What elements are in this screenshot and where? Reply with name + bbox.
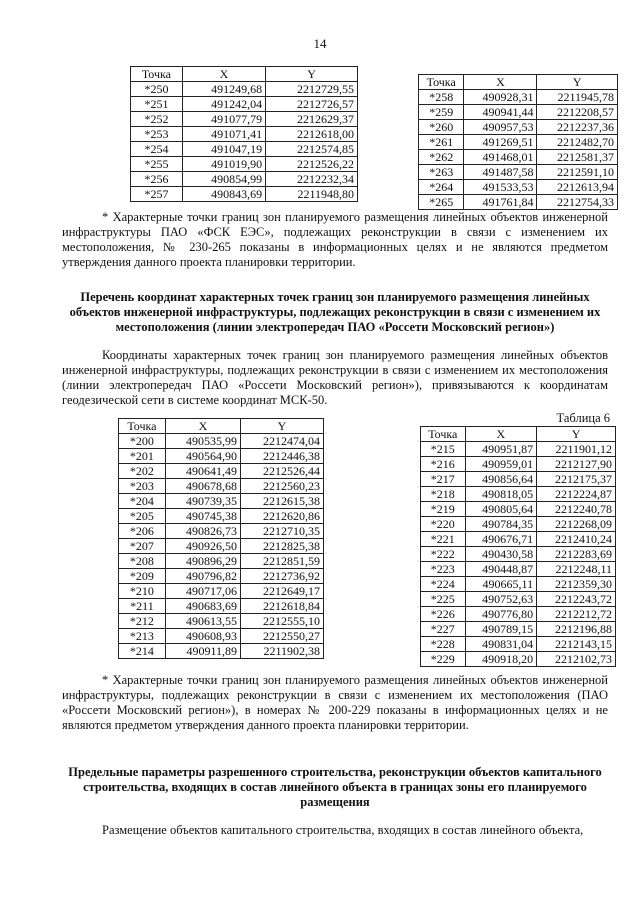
y-coordinate-cell: 2212649,17 [241,584,324,599]
x-coordinate-cell: 491533,53 [464,180,537,195]
point-id-cell: *264 [419,180,464,195]
x-coordinate-cell: 491249,68 [182,82,265,97]
y-coordinate-cell: 2212618,84 [241,599,324,614]
table-row [119,584,324,599]
x-coordinate-cell: 491077,79 [182,112,265,127]
column-header-point: Точка [131,67,183,82]
table-row [119,629,324,644]
point-id-cell: *214 [119,644,166,659]
column-header-point: Точка [419,75,464,90]
y-coordinate-cell: 2211902,38 [241,644,324,659]
x-coordinate-cell: 491487,58 [464,165,537,180]
y-coordinate-cell: 2212851,59 [241,554,324,569]
x-coordinate-cell: 490957,53 [464,120,537,135]
point-id-cell: *257 [131,187,183,202]
point-id-cell: *219 [421,502,466,517]
point-id-cell: *220 [421,517,466,532]
x-coordinate-cell: 490745,38 [165,509,240,524]
table-row [421,637,616,652]
point-id-cell: *229 [421,652,466,667]
point-id-cell: *252 [131,112,183,127]
y-coordinate-cell: 2212359,30 [537,577,616,592]
x-coordinate-cell: 490959,01 [465,457,537,472]
y-coordinate-cell: 2212102,73 [537,652,616,667]
y-coordinate-cell: 2212710,35 [241,524,324,539]
table-row [131,97,358,112]
point-id-cell: *228 [421,637,466,652]
x-coordinate-cell: 490918,20 [465,652,537,667]
section-heading-parameters: Предельные параметры разрешенного строительства, реконструкции объектов капитального строительства, входящих в состав линейного объекта в границах зоны его планируемого размещения [68,765,602,809]
table-row [421,517,616,532]
table-row [421,547,616,562]
column-header-x: X [165,419,240,434]
x-coordinate-cell: 490608,93 [165,629,240,644]
table-row [131,112,358,127]
point-id-cell: *253 [131,127,183,142]
table-row [131,142,358,157]
y-coordinate-cell: 2212620,86 [241,509,324,524]
x-coordinate-cell: 490784,35 [465,517,537,532]
table-row [119,644,324,659]
table-caption: Таблица 6 [556,411,610,425]
y-coordinate-cell: 2211945,78 [537,90,618,105]
y-coordinate-cell: 2211901,12 [537,442,616,457]
point-id-cell: *201 [119,449,166,464]
table-row [419,195,618,210]
point-id-cell: *213 [119,629,166,644]
x-coordinate-cell: 490926,50 [165,539,240,554]
table-row [419,90,618,105]
x-coordinate-cell: 491019,90 [182,157,265,172]
y-coordinate-cell: 2212591,10 [537,165,618,180]
x-coordinate-cell: 490641,49 [165,464,240,479]
y-coordinate-cell: 2212729,55 [266,82,358,97]
y-coordinate-cell: 2212243,72 [537,592,616,607]
point-id-cell: *223 [421,562,466,577]
table-row [119,614,324,629]
table-row [421,442,616,457]
point-id-cell: *256 [131,172,183,187]
point-id-cell: *212 [119,614,166,629]
table-header-row [421,427,616,442]
y-coordinate-cell: 2212175,37 [537,472,616,487]
table-header-row [419,75,618,90]
y-coordinate-cell: 2212208,57 [537,105,618,120]
y-coordinate-cell: 2212240,78 [537,502,616,517]
point-id-cell: *258 [419,90,464,105]
table-row [119,449,324,464]
table-row [421,652,616,667]
point-id-cell: *216 [421,457,466,472]
y-coordinate-cell: 2212581,37 [537,150,618,165]
table-row [119,479,324,494]
page-number: 14 [313,36,327,51]
footnote-rosseti: * Характерные точки границ зон планируемого размещения линейных объектов инженерной инфраструктуры, подлежащих реконструкции в связи с изменением их местоположения (ПАО «Россети Московский регион»), в номерах № 200-229 показаны в информационных целях и не являются предметом утверждения данного проекта планировки территории. [62,673,608,732]
table-row [119,554,324,569]
x-coordinate-cell: 490856,64 [465,472,537,487]
y-coordinate-cell: 2212410,24 [537,532,616,547]
column-header-y: Y [537,427,616,442]
x-coordinate-cell: 490911,89 [165,644,240,659]
point-id-cell: *205 [119,509,166,524]
table-row [419,165,618,180]
table-row [421,592,616,607]
table-row [131,187,358,202]
x-coordinate-cell: 490896,29 [165,554,240,569]
point-id-cell: *206 [119,524,166,539]
table-row [421,457,616,472]
table-header-row [131,67,358,82]
point-id-cell: *222 [421,547,466,562]
section-heading-coordinates: Перечень координат характерных точек границ зон планируемого размещения линейных объектов инженерной инфраструктуры, подлежащих реконструкции в связи с изменением их местоположения (линии электропередач ПАО «Россети Московский регион») [69,290,601,334]
x-coordinate-cell: 490535,99 [165,434,240,449]
y-coordinate-cell: 2211948,80 [266,187,358,202]
point-id-cell: *221 [421,532,466,547]
table-row [119,599,324,614]
table-row [421,487,616,502]
y-coordinate-cell: 2212526,22 [266,157,358,172]
y-coordinate-cell: 2212560,23 [241,479,324,494]
column-header-x: X [465,427,537,442]
x-coordinate-cell: 491047,19 [182,142,265,157]
x-coordinate-cell: 490928,31 [464,90,537,105]
table-row [119,464,324,479]
table-row [119,524,324,539]
footnote-fsk: * Характерные точки границ зон планируемого размещения линейных объектов инженерной инфраструктуры ПАО «ФСК ЕЭС», подлежащих реконструкции в связи с изменением их местоположения, № 230-265 показаны в информационных целях и не являются предметом утверждения данного проекта планировки территории. [62,210,608,269]
x-coordinate-cell: 490430,58 [465,547,537,562]
point-id-cell: *210 [119,584,166,599]
x-coordinate-cell: 490951,87 [465,442,537,457]
x-coordinate-cell: 491269,51 [464,135,537,150]
table-row [131,157,358,172]
table-row [419,180,618,195]
coordinates-table-b [418,74,618,210]
x-coordinate-cell: 491468,01 [464,150,537,165]
table-row [119,509,324,524]
point-id-cell: *226 [421,607,466,622]
y-coordinate-cell: 2212196,88 [537,622,616,637]
x-coordinate-cell: 491761,84 [464,195,537,210]
column-header-point: Точка [421,427,466,442]
closing-paragraph: Размещение объектов капитального строительства, входящих в состав линейного объекта, [102,823,584,837]
x-coordinate-cell: 490818,05 [465,487,537,502]
table-row [119,569,324,584]
point-id-cell: *218 [421,487,466,502]
column-header-x: X [464,75,537,90]
point-id-cell: *260 [419,120,464,135]
column-header-point: Точка [119,419,166,434]
y-coordinate-cell: 2212474,04 [241,434,324,449]
y-coordinate-cell: 2212618,00 [266,127,358,142]
x-coordinate-cell: 490665,11 [465,577,537,592]
x-coordinate-cell: 490789,15 [465,622,537,637]
column-header-y: Y [266,67,358,82]
x-coordinate-cell: 490796,82 [165,569,240,584]
point-id-cell: *259 [419,105,464,120]
point-id-cell: *215 [421,442,466,457]
point-id-cell: *251 [131,97,183,112]
coordinates-table-d [420,426,616,667]
y-coordinate-cell: 2212232,34 [266,172,358,187]
point-id-cell: *202 [119,464,166,479]
table-row [131,127,358,142]
y-coordinate-cell: 2212736,92 [241,569,324,584]
y-coordinate-cell: 2212526,44 [241,464,324,479]
table-row [131,82,358,97]
table-row [421,577,616,592]
y-coordinate-cell: 2212726,57 [266,97,358,112]
point-id-cell: *254 [131,142,183,157]
point-id-cell: *261 [419,135,464,150]
y-coordinate-cell: 2212825,38 [241,539,324,554]
y-coordinate-cell: 2212268,09 [537,517,616,532]
table-row [119,539,324,554]
point-id-cell: *263 [419,165,464,180]
x-coordinate-cell: 490805,64 [465,502,537,517]
table-row [419,105,618,120]
point-id-cell: *217 [421,472,466,487]
y-coordinate-cell: 2212613,94 [537,180,618,195]
y-coordinate-cell: 2212237,36 [537,120,618,135]
y-coordinate-cell: 2212283,69 [537,547,616,562]
y-coordinate-cell: 2212143,15 [537,637,616,652]
point-id-cell: *250 [131,82,183,97]
y-coordinate-cell: 2212248,11 [537,562,616,577]
table-row [419,120,618,135]
y-coordinate-cell: 2212615,38 [241,494,324,509]
point-id-cell: *262 [419,150,464,165]
table-row [419,135,618,150]
y-coordinate-cell: 2212550,27 [241,629,324,644]
table-row [421,532,616,547]
point-id-cell: *227 [421,622,466,637]
point-id-cell: *255 [131,157,183,172]
point-id-cell: *207 [119,539,166,554]
table-row [419,150,618,165]
x-coordinate-cell: 490941,44 [464,105,537,120]
x-coordinate-cell: 491071,41 [182,127,265,142]
y-coordinate-cell: 2212212,72 [537,607,616,622]
x-coordinate-cell: 490448,87 [465,562,537,577]
x-coordinate-cell: 490831,04 [465,637,537,652]
x-coordinate-cell: 490843,69 [182,187,265,202]
x-coordinate-cell: 490739,35 [165,494,240,509]
x-coordinate-cell: 490613,55 [165,614,240,629]
point-id-cell: *204 [119,494,166,509]
x-coordinate-cell: 490676,71 [465,532,537,547]
x-coordinate-cell: 490752,63 [465,592,537,607]
x-coordinate-cell: 490717,06 [165,584,240,599]
y-coordinate-cell: 2212574,85 [266,142,358,157]
table-row [421,562,616,577]
point-id-cell: *200 [119,434,166,449]
y-coordinate-cell: 2212754,33 [537,195,618,210]
table-row [421,622,616,637]
coordinates-table-c [118,418,324,659]
table-row [421,472,616,487]
y-coordinate-cell: 2212482,70 [537,135,618,150]
y-coordinate-cell: 2212629,37 [266,112,358,127]
column-header-y: Y [537,75,618,90]
x-coordinate-cell: 490683,69 [165,599,240,614]
table-row [421,607,616,622]
coordinates-table-a [130,66,358,202]
point-id-cell: *224 [421,577,466,592]
intro-paragraph: Координаты характерных точек границ зон планируемого размещения линейных объектов инженерной инфраструктуры, подлежащих реконструкции в связи с изменением их местоположения (линии электропередач ПАО «Россети Московский регион»), привязываются к координатам геодезической сети в системе координат МСК-50. [62,348,608,407]
table-row [131,172,358,187]
point-id-cell: *209 [119,569,166,584]
y-coordinate-cell: 2212446,38 [241,449,324,464]
point-id-cell: *203 [119,479,166,494]
table-row [119,494,324,509]
x-coordinate-cell: 490854,99 [182,172,265,187]
table-header-row [119,419,324,434]
point-id-cell: *265 [419,195,464,210]
y-coordinate-cell: 2212555,10 [241,614,324,629]
x-coordinate-cell: 490678,68 [165,479,240,494]
y-coordinate-cell: 2212127,90 [537,457,616,472]
table-row [421,502,616,517]
x-coordinate-cell: 490826,73 [165,524,240,539]
x-coordinate-cell: 491242,04 [182,97,265,112]
column-header-y: Y [241,419,324,434]
x-coordinate-cell: 490776,80 [465,607,537,622]
point-id-cell: *211 [119,599,166,614]
table-row [119,434,324,449]
x-coordinate-cell: 490564,90 [165,449,240,464]
y-coordinate-cell: 2212224,87 [537,487,616,502]
point-id-cell: *208 [119,554,166,569]
column-header-x: X [182,67,265,82]
point-id-cell: *225 [421,592,466,607]
